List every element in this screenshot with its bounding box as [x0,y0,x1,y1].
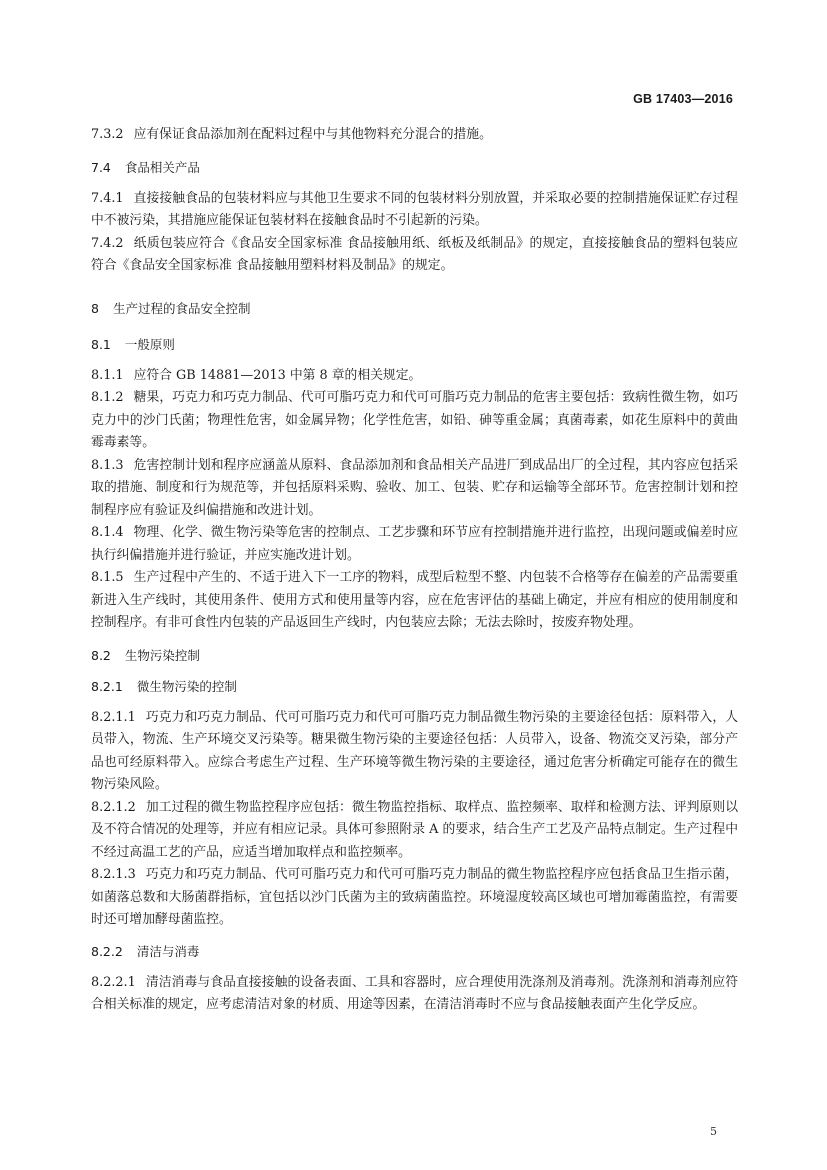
document-body [91,124,738,1017]
clause-7-3-2 [91,124,738,147]
clause-8-2-1-3 [91,864,738,932]
clause-number: 8.2.1.3 [91,867,136,882]
section-heading-7-4 [91,157,738,179]
clause-text: 应有保证食品添加剂在配料过程中与其他物料充分混合的措施。 [133,127,492,142]
subsection-number: 8.2.2 [91,943,123,959]
section-number: 7.4 [91,159,111,175]
section-title: 食品相关产品 [124,159,200,175]
section-title: 生物污染控制 [124,647,200,663]
subsection-title: 微生物污染的控制 [136,678,237,694]
clause-8-2-1-1 [91,707,738,797]
clause-text: 纸质包装应符合《食品安全国家标准 食品接触用纸、纸板及纸制品》的规定，直接接触食品的塑料包装应符合《食品安全国家标准 食品接触用塑料材料及制品》的规定。 [91,235,738,273]
clause-text: 巧克力和巧克力制品、代可可脂巧克力和代可可脂巧克力制品微生物污染的主要途径包括：原料带入，人员带入，物流、生产环境交叉污染等。糖果微生物污染的主要途径包括：人员带入，设备、物流交叉污染，部分产品也可经原料带入。应综合考虑生产过程、生产环境等微生物污染的主要途径，通过危害分析确定可能存在的微生物污染风险。 [91,709,738,792]
clause-text: 直接接触食品的包装材料应与其他卫生要求不同的包装材料分别放置，并采取必要的控制措施保证贮存过程中不被污染，其措施应能保证包装材料在接触食品时不引起新的污染。 [91,190,738,228]
clause-text: 巧克力和巧克力制品、代可可脂巧克力和代可可脂巧克力制品的微生物监控程序应包括食品卫生指示菌，如菌落总数和大肠菌群指标，宜包括以沙门氏菌为主的致病菌监控。环境湿度较高区域也可增加霉菌监控，有需要时还可增加酵母菌监控。 [91,867,738,927]
clause-8-1-1 [91,365,738,388]
clause-number: 8.1.5 [91,570,124,585]
clause-8-1-3 [91,455,738,523]
clause-number: 8.1.1 [91,367,124,383]
section-number: 8.1 [91,336,111,352]
clause-text: 生产过程中产生的、不适于进入下一工序的物料，成型后粒型不整、内包装不合格等存在偏差的产品需要重新进入生产线时，其使用条件、使用方式和使用量等内容，应在危害评估的基础上确定，并应有相应的使用制度和控制程序。有非可食性内包装的产品返回生产线时，内包装应去除；无法去除时，按废弃物处理。 [91,570,738,630]
section-title: 一般原则 [124,336,175,352]
clause-8-2-2-1 [91,972,738,1017]
page-number: 5 [710,1125,717,1138]
subsection-heading-8-2-2 [91,941,738,963]
chapter-number: 8 [91,300,99,316]
section-number: 8.2 [91,647,111,663]
clause-number: 8.1.3 [91,457,124,473]
section-heading-8-2 [91,645,738,667]
clause-number: 8.1.2 [91,390,124,405]
clause-number: 8.2.1.2 [91,799,136,815]
subsection-heading-8-2-1 [91,676,738,698]
clause-text: 糖果，巧克力和巧克力制品、代可可脂巧克力和代可可脂巧克力制品的危害主要包括：致病性微生物，如巧克力中的沙门氏菌；物理性危害，如金属异物；化学性危害，如铅、砷等重金属；真菌毒素，如花生原料中的黄曲霉毒素等。 [91,390,738,450]
clause-number: 8.2.2.1 [91,974,136,990]
subsection-title: 清洁与消毒 [136,943,200,959]
clause-number: 8.2.1.1 [91,709,136,725]
clause-text: 应符合 GB 14881—2013 中第 8 章的相关规定。 [133,367,422,383]
clause-text: 危害控制计划和程序应涵盖从原料、食品添加剂和食品相关产品进厂到成品出厂的全过程，其内容应包括采取的措施、制度和行为规范等，并包括原料采购、验收、加工、包装、贮存和运输等全部环节。危害控制计划和控制程序应有验证及纠偏措施和改进计划。 [91,457,738,518]
clause-number: 7.4.2 [91,235,124,251]
chapter-title: 生产过程的食品安全控制 [112,300,251,316]
clause-8-2-1-2 [91,797,738,865]
clause-text: 加工过程的微生物监控程序应包括：微生物监控指标、取样点、监控频率、取样和检测方法、评判原则以及不符合情况的处理等，并应有相应记录。具体可参照附录 A 的要求，结合生产工艺及产品特点制定。生产过程中不经过高温工艺的产品，应适当增加取样点和监控频率。 [91,799,738,860]
clause-8-1-5 [91,567,738,635]
clause-text: 清洁消毒与食品直接接触的设备表面、工具和容器时，应合理使用洗涤剂及消毒剂。洗涤剂和消毒剂应符合相关标准的规定，应考虑清洁对象的材质、用途等因素，在清洁消毒时不应与食品接触表面产生化学反应。 [91,974,738,1012]
chapter-heading-8 [91,298,738,320]
subsection-number: 8.2.1 [91,678,123,694]
clause-number: 8.1.4 [91,525,124,540]
clause-7-4-1 [91,188,738,233]
clause-number: 7.3.2 [91,127,124,142]
clause-number: 7.4.1 [91,190,124,206]
clause-7-4-2 [91,233,738,278]
section-heading-8-1 [91,334,738,356]
clause-8-1-2 [91,387,738,455]
clause-8-1-4 [91,522,738,567]
standard-code: GB 17403—2016 [633,92,733,106]
clause-text: 物理、化学、微生物污染等危害的控制点、工艺步骤和环节应有控制措施并进行监控，出现问题或偏差时应执行纠偏措施并进行验证，并应实施改进计划。 [91,525,738,563]
